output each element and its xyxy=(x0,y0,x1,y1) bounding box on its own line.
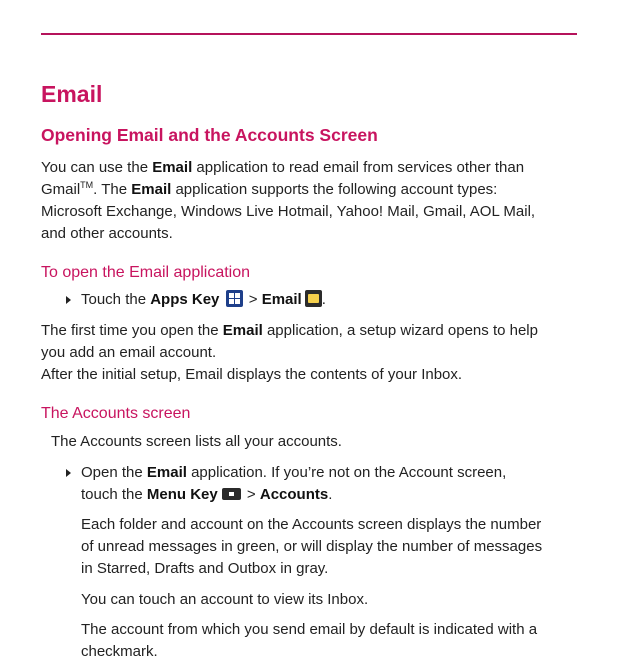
detail-3-line-1: The account from which you send email by default is indicated with a xyxy=(81,621,538,638)
detail-3-line-2: checkmark. xyxy=(81,643,158,660)
page-title: Email xyxy=(41,81,103,107)
manual-page: Email Opening Email and the Accounts Screen You can use the Email application to read email from services other than Gmail™. The Email application supports the following account types: Microsoft Exchange, Windows Live Hotmail, Yahoo! Mail, Gmail, AOL Mail, and other accounts. To open the Email application Touch the Apps Key > Email . The first time you open the Email application, a setup wizard opens to help you add an email account. After the initial setup, Email displays the contents of your Inbox. The Accounts screen The Accounts screen lists all your accounts. Open the Email application. If you’re not on the Account screen, touch the Menu Key > Accounts. Each folder and account on the Accounts screen displays the number of unread messages in green, or will display the number of messages in Starred, Drafts and Outbox in gray. You can touch an account to view its Inbox. The account from which you send email by default is indicated with a checkmark. xyxy=(0,0,621,657)
bullet-triangle-icon xyxy=(66,469,71,477)
detail-1-line-1: Each folder and account on the Accounts screen displays the number xyxy=(81,516,542,533)
menu-key-icon xyxy=(222,488,241,500)
intro-line-1: You can use the Email application to read email from services other than xyxy=(41,159,525,176)
section-title: Opening Email and the Accounts Screen xyxy=(41,125,378,145)
detail-1-line-2: of unread messages in green, or will display the number of messages xyxy=(81,538,543,555)
accounts-intro: The Accounts screen lists all your accounts. xyxy=(51,433,342,450)
accounts-heading: The Accounts screen xyxy=(41,405,191,422)
intro-line-2: Gmail™. The Email application supports the following account types: xyxy=(41,180,498,198)
header-rule xyxy=(41,33,577,35)
apps-key-label: Apps Key xyxy=(150,291,220,308)
email-label: Email xyxy=(261,291,302,308)
detail-1-line-3: in Starred, Drafts and Outbox in gray. xyxy=(81,560,329,577)
intro-line-3: Microsoft Exchange, Windows Live Hotmail, Yahoo! Mail, Gmail, AOL Mail, xyxy=(41,203,536,220)
open-email-heading: To open the Email application xyxy=(41,264,251,281)
bullet-triangle-icon xyxy=(66,296,71,304)
intro-line-4: and other accounts. xyxy=(41,225,173,242)
email-app-icon xyxy=(305,290,322,307)
accounts-label: Accounts xyxy=(259,486,329,503)
first-time-line-2: you add an email account. xyxy=(41,344,217,361)
accounts-detail-2: You can touch an account to view its Inbox. xyxy=(81,591,369,608)
menu-key-label: Menu Key xyxy=(146,486,218,503)
first-time-line-1: The first time you open the Email application, a setup wizard opens to help xyxy=(41,322,538,339)
apps-grid-icon xyxy=(226,290,243,307)
first-time-line-3: After the initial setup, Email displays the contents of your Inbox. xyxy=(41,366,463,383)
accounts-step-line-2: touch the Menu Key > Accounts. xyxy=(81,486,333,503)
